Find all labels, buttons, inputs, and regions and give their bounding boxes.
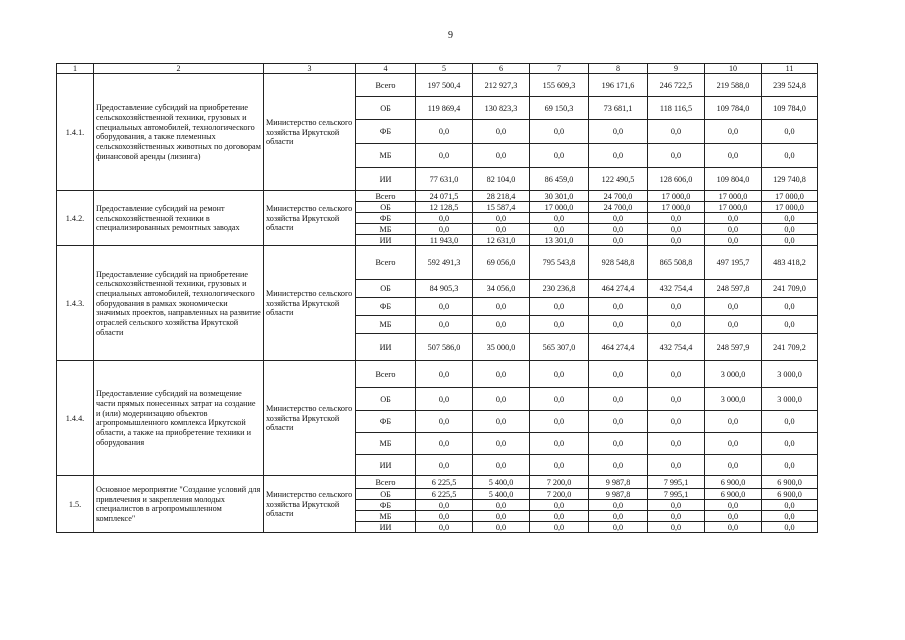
- value-cell: 7 995,1: [648, 489, 705, 500]
- column-header: 8: [589, 64, 648, 74]
- funding-source: Всего: [356, 191, 416, 202]
- value-cell: 118 116,5: [648, 97, 705, 120]
- value-cell: 464 274,4: [589, 334, 648, 361]
- column-header: 7: [530, 64, 589, 74]
- value-cell: 196 171,6: [589, 74, 648, 97]
- value-cell: 0,0: [648, 213, 705, 224]
- value-cell: 241 709,0: [762, 280, 818, 298]
- column-header: 4: [356, 64, 416, 74]
- value-cell: 0,0: [705, 120, 762, 144]
- column-header: 5: [416, 64, 473, 74]
- funding-source: ИИ: [356, 168, 416, 191]
- value-cell: 6 900,0: [705, 476, 762, 489]
- value-cell: 928 548,8: [589, 246, 648, 280]
- value-cell: 0,0: [530, 411, 589, 433]
- value-cell: 69 150,3: [530, 97, 589, 120]
- column-header: 6: [473, 64, 530, 74]
- budget-table-body: [57, 64, 818, 533]
- value-cell: 795 543,8: [530, 246, 589, 280]
- value-cell: 0,0: [648, 361, 705, 388]
- column-header: 11: [762, 64, 818, 74]
- value-cell: 129 740,8: [762, 168, 818, 191]
- value-cell: 15 587,4: [473, 202, 530, 213]
- value-cell: 0,0: [705, 433, 762, 455]
- value-cell: 9 987,8: [589, 476, 648, 489]
- row-executor: Министерство сельского хозяйства Иркутской области: [264, 74, 356, 191]
- funding-source: ФБ: [356, 120, 416, 144]
- row-executor: Министерство сельского хозяйства Иркутской области: [264, 476, 356, 533]
- row-code: 1.4.3.: [57, 246, 94, 361]
- value-cell: 0,0: [473, 433, 530, 455]
- value-cell: 11 943,0: [416, 235, 473, 246]
- funding-source: ФБ: [356, 500, 416, 511]
- page-number: 9: [448, 30, 453, 41]
- table-row: [57, 246, 818, 280]
- value-cell: 0,0: [705, 144, 762, 168]
- value-cell: 6 225,5: [416, 489, 473, 500]
- value-cell: 248 597,9: [705, 334, 762, 361]
- row-code: 1.4.1.: [57, 74, 94, 191]
- value-cell: 0,0: [473, 120, 530, 144]
- value-cell: 82 104,0: [473, 168, 530, 191]
- value-cell: 0,0: [416, 144, 473, 168]
- row-code: 1.5.: [57, 476, 94, 533]
- row-executor: Министерство сельского хозяйства Иркутской области: [264, 191, 356, 246]
- value-cell: 0,0: [530, 455, 589, 476]
- value-cell: 0,0: [648, 298, 705, 316]
- value-cell: 0,0: [473, 388, 530, 411]
- funding-source: ОБ: [356, 388, 416, 411]
- value-cell: 0,0: [589, 511, 648, 522]
- value-cell: 109 784,0: [705, 97, 762, 120]
- value-cell: 128 606,0: [648, 168, 705, 191]
- column-header: 1: [57, 64, 94, 74]
- value-cell: 6 225,5: [416, 476, 473, 489]
- funding-source: ОБ: [356, 280, 416, 298]
- funding-source: ИИ: [356, 522, 416, 533]
- funding-source: ИИ: [356, 334, 416, 361]
- value-cell: 0,0: [589, 361, 648, 388]
- value-cell: 9 987,8: [589, 489, 648, 500]
- value-cell: 69 056,0: [473, 246, 530, 280]
- value-cell: 24 700,0: [589, 202, 648, 213]
- value-cell: 130 823,3: [473, 97, 530, 120]
- value-cell: 212 927,3: [473, 74, 530, 97]
- value-cell: 30 301,0: [530, 191, 589, 202]
- value-cell: 0,0: [648, 144, 705, 168]
- value-cell: 0,0: [473, 511, 530, 522]
- value-cell: 17 000,0: [648, 191, 705, 202]
- value-cell: 0,0: [648, 388, 705, 411]
- value-cell: 73 681,1: [589, 97, 648, 120]
- value-cell: 0,0: [589, 411, 648, 433]
- value-cell: 0,0: [473, 224, 530, 235]
- value-cell: 0,0: [416, 511, 473, 522]
- value-cell: 0,0: [589, 120, 648, 144]
- row-code: 1.4.2.: [57, 191, 94, 246]
- funding-source: ФБ: [356, 411, 416, 433]
- row-title: Предоставление субсидий на приобретение сельскохозяйственной техники, грузовых и специальных автомобилей, технологического оборудования в рамках экономически значимых проектов, направленных на развитие отраслей сельского хозяйства Иркутской области: [94, 246, 264, 361]
- value-cell: 24 071,5: [416, 191, 473, 202]
- value-cell: 28 218,4: [473, 191, 530, 202]
- value-cell: 0,0: [416, 522, 473, 533]
- value-cell: 0,0: [416, 316, 473, 334]
- value-cell: 248 597,8: [705, 280, 762, 298]
- row-title: Предоставление субсидий на возмещение части прямых понесенных затрат на создание и (или) модернизацию объектов агропромышленного комплекса Иркутской области, а также на приобретение техники и оборудования: [94, 361, 264, 476]
- value-cell: 0,0: [530, 433, 589, 455]
- value-cell: 0,0: [705, 298, 762, 316]
- value-cell: 0,0: [762, 511, 818, 522]
- value-cell: 0,0: [705, 224, 762, 235]
- value-cell: 0,0: [473, 316, 530, 334]
- funding-source: ОБ: [356, 97, 416, 120]
- value-cell: 17 000,0: [762, 202, 818, 213]
- value-cell: 0,0: [648, 511, 705, 522]
- value-cell: 0,0: [648, 500, 705, 511]
- value-cell: 0,0: [416, 298, 473, 316]
- value-cell: 0,0: [589, 522, 648, 533]
- value-cell: 432 754,4: [648, 334, 705, 361]
- value-cell: 0,0: [589, 213, 648, 224]
- funding-source: Всего: [356, 361, 416, 388]
- value-cell: 432 754,4: [648, 280, 705, 298]
- value-cell: 0,0: [473, 361, 530, 388]
- value-cell: 34 056,0: [473, 280, 530, 298]
- value-cell: 0,0: [416, 433, 473, 455]
- value-cell: 0,0: [762, 235, 818, 246]
- value-cell: 0,0: [648, 411, 705, 433]
- value-cell: 0,0: [473, 500, 530, 511]
- value-cell: 6 900,0: [705, 489, 762, 500]
- value-cell: 0,0: [705, 235, 762, 246]
- funding-source: ФБ: [356, 298, 416, 316]
- value-cell: 0,0: [648, 316, 705, 334]
- value-cell: 109 804,0: [705, 168, 762, 191]
- funding-source: МБ: [356, 511, 416, 522]
- table-row: [57, 74, 818, 97]
- value-cell: 5 400,0: [473, 476, 530, 489]
- value-cell: 0,0: [416, 213, 473, 224]
- row-title: Предоставление субсидий на ремонт сельскохозяйственной техники в специализированных ремонтных заводах: [94, 191, 264, 246]
- value-cell: 6 900,0: [762, 489, 818, 500]
- value-cell: 0,0: [589, 388, 648, 411]
- funding-source: ФБ: [356, 213, 416, 224]
- value-cell: 0,0: [416, 411, 473, 433]
- funding-source: Всего: [356, 476, 416, 489]
- value-cell: 0,0: [705, 316, 762, 334]
- value-cell: 0,0: [416, 120, 473, 144]
- value-cell: 122 490,5: [589, 168, 648, 191]
- value-cell: 3 000,0: [762, 361, 818, 388]
- funding-source: ИИ: [356, 235, 416, 246]
- column-header: 3: [264, 64, 356, 74]
- value-cell: 0,0: [762, 433, 818, 455]
- value-cell: 0,0: [530, 511, 589, 522]
- value-cell: 17 000,0: [762, 191, 818, 202]
- value-cell: 7 200,0: [530, 476, 589, 489]
- value-cell: 0,0: [530, 120, 589, 144]
- value-cell: 0,0: [648, 224, 705, 235]
- funding-source: МБ: [356, 316, 416, 334]
- value-cell: 0,0: [473, 522, 530, 533]
- value-cell: 84 905,3: [416, 280, 473, 298]
- value-cell: 197 500,4: [416, 74, 473, 97]
- value-cell: 0,0: [648, 433, 705, 455]
- value-cell: 0,0: [589, 298, 648, 316]
- value-cell: 0,0: [705, 213, 762, 224]
- funding-source: ИИ: [356, 455, 416, 476]
- value-cell: 12 631,0: [473, 235, 530, 246]
- value-cell: 592 491,3: [416, 246, 473, 280]
- value-cell: 464 274,4: [589, 280, 648, 298]
- value-cell: 5 400,0: [473, 489, 530, 500]
- value-cell: 12 128,5: [416, 202, 473, 213]
- value-cell: 0,0: [416, 500, 473, 511]
- value-cell: 6 900,0: [762, 476, 818, 489]
- value-cell: 0,0: [589, 235, 648, 246]
- value-cell: 155 609,3: [530, 74, 589, 97]
- value-cell: 239 524,8: [762, 74, 818, 97]
- value-cell: 77 631,0: [416, 168, 473, 191]
- value-cell: 86 459,0: [530, 168, 589, 191]
- value-cell: 0,0: [530, 298, 589, 316]
- value-cell: 0,0: [530, 316, 589, 334]
- column-header: 10: [705, 64, 762, 74]
- value-cell: 0,0: [589, 500, 648, 511]
- value-cell: 0,0: [589, 455, 648, 476]
- table-row: [57, 476, 818, 489]
- value-cell: 17 000,0: [530, 202, 589, 213]
- value-cell: 17 000,0: [648, 202, 705, 213]
- value-cell: 109 784,0: [762, 97, 818, 120]
- funding-source: ОБ: [356, 489, 416, 500]
- value-cell: 0,0: [589, 144, 648, 168]
- value-cell: 3 000,0: [705, 388, 762, 411]
- value-cell: 0,0: [762, 120, 818, 144]
- value-cell: 0,0: [762, 500, 818, 511]
- funding-source: МБ: [356, 224, 416, 235]
- funding-source: ОБ: [356, 202, 416, 213]
- value-cell: 0,0: [473, 455, 530, 476]
- value-cell: 0,0: [530, 522, 589, 533]
- value-cell: 0,0: [589, 316, 648, 334]
- value-cell: 0,0: [705, 500, 762, 511]
- value-cell: 3 000,0: [705, 361, 762, 388]
- value-cell: 0,0: [473, 144, 530, 168]
- value-cell: 0,0: [762, 144, 818, 168]
- value-cell: 0,0: [530, 224, 589, 235]
- value-cell: 0,0: [762, 298, 818, 316]
- value-cell: 0,0: [530, 500, 589, 511]
- value-cell: 0,0: [705, 411, 762, 433]
- value-cell: 7 200,0: [530, 489, 589, 500]
- value-cell: 230 236,8: [530, 280, 589, 298]
- value-cell: 565 307,0: [530, 334, 589, 361]
- value-cell: 0,0: [416, 361, 473, 388]
- header-row: [57, 64, 818, 74]
- value-cell: 0,0: [762, 316, 818, 334]
- value-cell: 0,0: [762, 455, 818, 476]
- row-executor: Министерство сельского хозяйства Иркутской области: [264, 361, 356, 476]
- value-cell: 219 588,0: [705, 74, 762, 97]
- value-cell: 0,0: [762, 411, 818, 433]
- funding-source: Всего: [356, 246, 416, 280]
- row-title: Предоставление субсидий на приобретение сельскохозяйственной техники, грузовых и специальных автомобилей, технологического оборудования, а также племенных сельскохозяйственных животных по договорам финансовой аренды (лизинга): [94, 74, 264, 191]
- value-cell: 0,0: [589, 224, 648, 235]
- value-cell: 241 709,2: [762, 334, 818, 361]
- table-row: [57, 191, 818, 202]
- value-cell: 0,0: [705, 511, 762, 522]
- value-cell: 17 000,0: [705, 202, 762, 213]
- row-title: Основное мероприятие "Создание условий для привлечения и закрепления молодых специалистов в агропромышленном комплексе": [94, 476, 264, 533]
- table-row: [57, 361, 818, 388]
- value-cell: 0,0: [648, 235, 705, 246]
- column-header: 9: [648, 64, 705, 74]
- column-header: 2: [94, 64, 264, 74]
- value-cell: 497 195,7: [705, 246, 762, 280]
- value-cell: 0,0: [762, 522, 818, 533]
- row-executor: Министерство сельского хозяйства Иркутской области: [264, 246, 356, 361]
- value-cell: 0,0: [530, 388, 589, 411]
- value-cell: 0,0: [705, 455, 762, 476]
- value-cell: 0,0: [705, 522, 762, 533]
- value-cell: 13 301,0: [530, 235, 589, 246]
- value-cell: 0,0: [648, 120, 705, 144]
- value-cell: 0,0: [416, 455, 473, 476]
- value-cell: 0,0: [473, 298, 530, 316]
- value-cell: 0,0: [762, 213, 818, 224]
- value-cell: 483 418,2: [762, 246, 818, 280]
- row-code: 1.4.4.: [57, 361, 94, 476]
- value-cell: 0,0: [762, 224, 818, 235]
- value-cell: 865 508,8: [648, 246, 705, 280]
- value-cell: 0,0: [416, 224, 473, 235]
- funding-source: Всего: [356, 74, 416, 97]
- value-cell: 3 000,0: [762, 388, 818, 411]
- value-cell: 0,0: [530, 213, 589, 224]
- value-cell: 0,0: [589, 433, 648, 455]
- value-cell: 246 722,5: [648, 74, 705, 97]
- value-cell: 0,0: [530, 361, 589, 388]
- value-cell: 0,0: [648, 522, 705, 533]
- value-cell: 0,0: [416, 388, 473, 411]
- value-cell: 7 995,1: [648, 476, 705, 489]
- funding-source: МБ: [356, 433, 416, 455]
- value-cell: 0,0: [473, 411, 530, 433]
- value-cell: 0,0: [530, 144, 589, 168]
- budget-table: [56, 63, 818, 533]
- value-cell: 507 586,0: [416, 334, 473, 361]
- funding-source: МБ: [356, 144, 416, 168]
- value-cell: 0,0: [648, 455, 705, 476]
- value-cell: 24 700,0: [589, 191, 648, 202]
- value-cell: 119 869,4: [416, 97, 473, 120]
- value-cell: 35 000,0: [473, 334, 530, 361]
- value-cell: 0,0: [473, 213, 530, 224]
- value-cell: 17 000,0: [705, 191, 762, 202]
